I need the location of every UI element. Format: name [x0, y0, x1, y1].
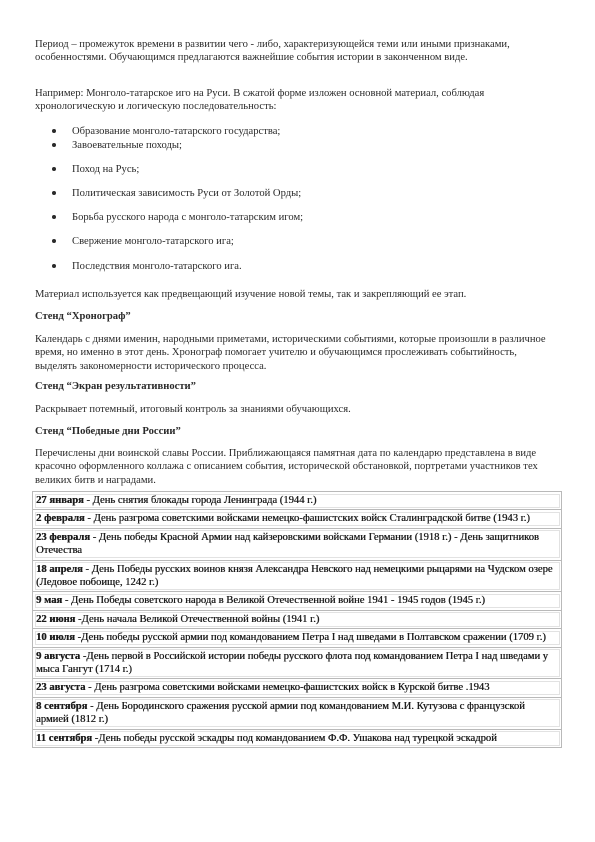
- bullet-icon: [52, 264, 56, 268]
- table-row: [33, 679, 562, 697]
- event-text: -День начала Великой Отечественной войны (1941 г.): [75, 613, 320, 625]
- victory-days-text: Перечислены дни воинской славы России. Приближающаяся памятная дата по календарю представлена в виде красочно оформленного коллажа с описанием события, исторической обстановкой, портретами участников тех великих битв и наградами.: [35, 448, 538, 486]
- table-row: [33, 729, 562, 747]
- results-screen-text: Раскрывает потемный, итоговый контроль за знаниями обучающихся.: [35, 404, 351, 415]
- date-label: 18 апреля: [36, 563, 83, 575]
- event-text: - День Победы русских воинов князя Александра Невского над немецкими рыцарями на Чудском озере (Ледовое побоище, 1242 г.): [36, 563, 553, 589]
- bullet-icon: [52, 143, 56, 147]
- results-screen-heading: Стенд “Экран результативности”: [35, 381, 196, 392]
- bullet-icon: [52, 215, 56, 219]
- event-text: - День Победы советского народа в Великой Отечественной войне 1941 - 1945 годов (1945 г.): [62, 595, 485, 607]
- table-row: [33, 610, 562, 628]
- date-label: 11 сентября: [36, 732, 93, 744]
- chronograph-text: Календарь с днями именин, народными приметами, историческими событиями, которые произошли в различное время, но именно в этот день. Хронограф помогает учителю и обучающимся прослеживать событийность, выделять закономерности исторического процесса.: [35, 334, 546, 372]
- event-text: - День победы Красной Армии над кайзеровскими войсками Германии (1918 г.) - День защитников Отечества: [36, 531, 539, 557]
- date-label: 10 июля: [36, 632, 75, 644]
- table-row: [33, 560, 562, 592]
- chronograph-heading: Стенд “Хронограф”: [35, 311, 131, 322]
- date-label: 2 февраля: [36, 513, 85, 525]
- table-row: [33, 528, 562, 560]
- table-row: [33, 629, 562, 647]
- bullet-icon: [52, 191, 56, 195]
- table-row: [33, 647, 562, 679]
- document-page: Период – промежуток времени в развитии чего - либо, характеризующейся теми или иными признаками, особенностями. Обучающимся предлагаются важнейшие события истории в законченном виде. Например: Монголо-татарское иго на Руси. В сжатой форме изложен основной материал, соблюдая хронологическую и логическую последовательность: Образование монголо-татарского государства; Завоевательные походы; Поход на Русь; Политическая зависимость Руси от Золотой Орды; Борьба русского народа с монголо-татарским игом; Свержение монголо-татарского ига; Последствия монголо-татарского ига. Материал используется как предвещающий изучение новой темы, так и закрепляющий ее этап. Стенд “Хронограф” Календарь с днями именин, народными приметами, историческими событиями, которые произошли в различное время, но именно в этот день. Хронограф помогает учителю и обучающимся прослеживать событийность, выделять закономерности исторического процесса. Стенд “Экран результативности” Раскрывает потемный, итоговый контроль за знаниями обучающихся. Стенд “Победные дни России” Перечислены дни воинской славы России. Приближающаяся памятная дата по календарю представлена в виде красочно оформленного коллажа с описанием события, исторической обстановкой, портретами участников тех великих битв и наградами. 27 января - День снятия блокады города Ленинграда (1944 г.) 2 февраля - День разгрома советскими войсками немецко-фашистских войск Сталинградской битве (1943 г.) 23 февраля - День победы Красной Армии над кайзеровскими войсками Германии (1918 г.) - День защитников Отечества 18 апреля - День Победы русских воинов князя Александра Невского над немецкими рыцарями на Чудском озере (Ледовое побоище, 1242 г.) 9 мая - День Победы советского народа в Великой Отечественной войне 1941 - 1945 годов (1945 г.) 22 июня -День начала Великой Отечественной войны (1941 г.) 10 июля -День победы русской армии под командованием Петра I над шведами в Полтавском сражении (1709 г.) 9 августа -День первой в Российской истории победы русского флота под командованием Петра I над шведами у мыса Гангут (1714 г.) 23 августа - День разгрома советскими войсками немецко-фашистских войск в Курской битве .1943 8 сентября - День Бородинского сражения русской армии под командованием М.И. Кутузова с французской армией (1812 г.) 11 сентября -День победы русской эскадры под командованием Ф.Ф. Ушакова над турецкой эскадрой: [0, 0, 595, 842]
- bullet-icon: [52, 239, 56, 243]
- bullet-icon: [52, 129, 56, 133]
- event-text: - День разгрома советскими войсками немецко-фашистских войск в Курской битве .1943: [85, 682, 490, 694]
- event-text: - День разгрома советскими войсками немецко-фашистских войск Сталинградской битве (1943 г.): [84, 513, 530, 525]
- mongol-example-intro: Например: Монголо-татарское иго на Руси. В сжатой форме изложен основной материал, соблюдая хронологическую и логическую последовательность:: [35, 88, 485, 113]
- event-text: -День победы русской эскадры под командованием Ф.Ф. Ушакова над турецкой эскадрой: [92, 732, 497, 744]
- material-note: Материал используется как предвещающий изучение новой темы, так и закрепляющий ее этап.: [35, 289, 467, 300]
- table-row: [33, 697, 562, 729]
- event-text: - День снятия блокады города Ленинграда (1944 г.): [83, 495, 317, 506]
- table-row: [33, 492, 562, 510]
- date-label: 27 января: [36, 495, 84, 506]
- table-row: [33, 510, 562, 528]
- date-label: 22 июня: [36, 613, 76, 625]
- victory-days-heading: Стенд “Победные дни России”: [35, 426, 181, 437]
- event-text: - День Бородинского сражения русской армии под командованием М.И. Кутузова с французской армией (1812 г.): [36, 700, 525, 726]
- event-text: -День первой в Российской истории победы русского флота под командованием Петра I над шведами у мыса Гангут (1714 г.): [36, 650, 548, 676]
- date-label: 23 августа: [36, 682, 86, 694]
- bullet-icon: [52, 167, 56, 171]
- date-label: 23 февраля: [36, 531, 90, 543]
- date-label: 9 мая: [36, 595, 63, 607]
- period-definition: Период – промежуток времени в развитии чего - либо, характеризующейся теми или иными признаками, особенностями. Обучающимся предлагаются важнейшие события истории в законченном виде.: [35, 39, 510, 64]
- table-row: [33, 592, 562, 610]
- event-text: -День победы русской армии под командованием Петра I над шведами в Полтавском сражении (1709 г.): [74, 632, 546, 644]
- date-label: 8 сентября: [36, 700, 88, 712]
- victory-dates-table: [32, 491, 562, 748]
- date-label: 9 августа: [36, 650, 81, 662]
